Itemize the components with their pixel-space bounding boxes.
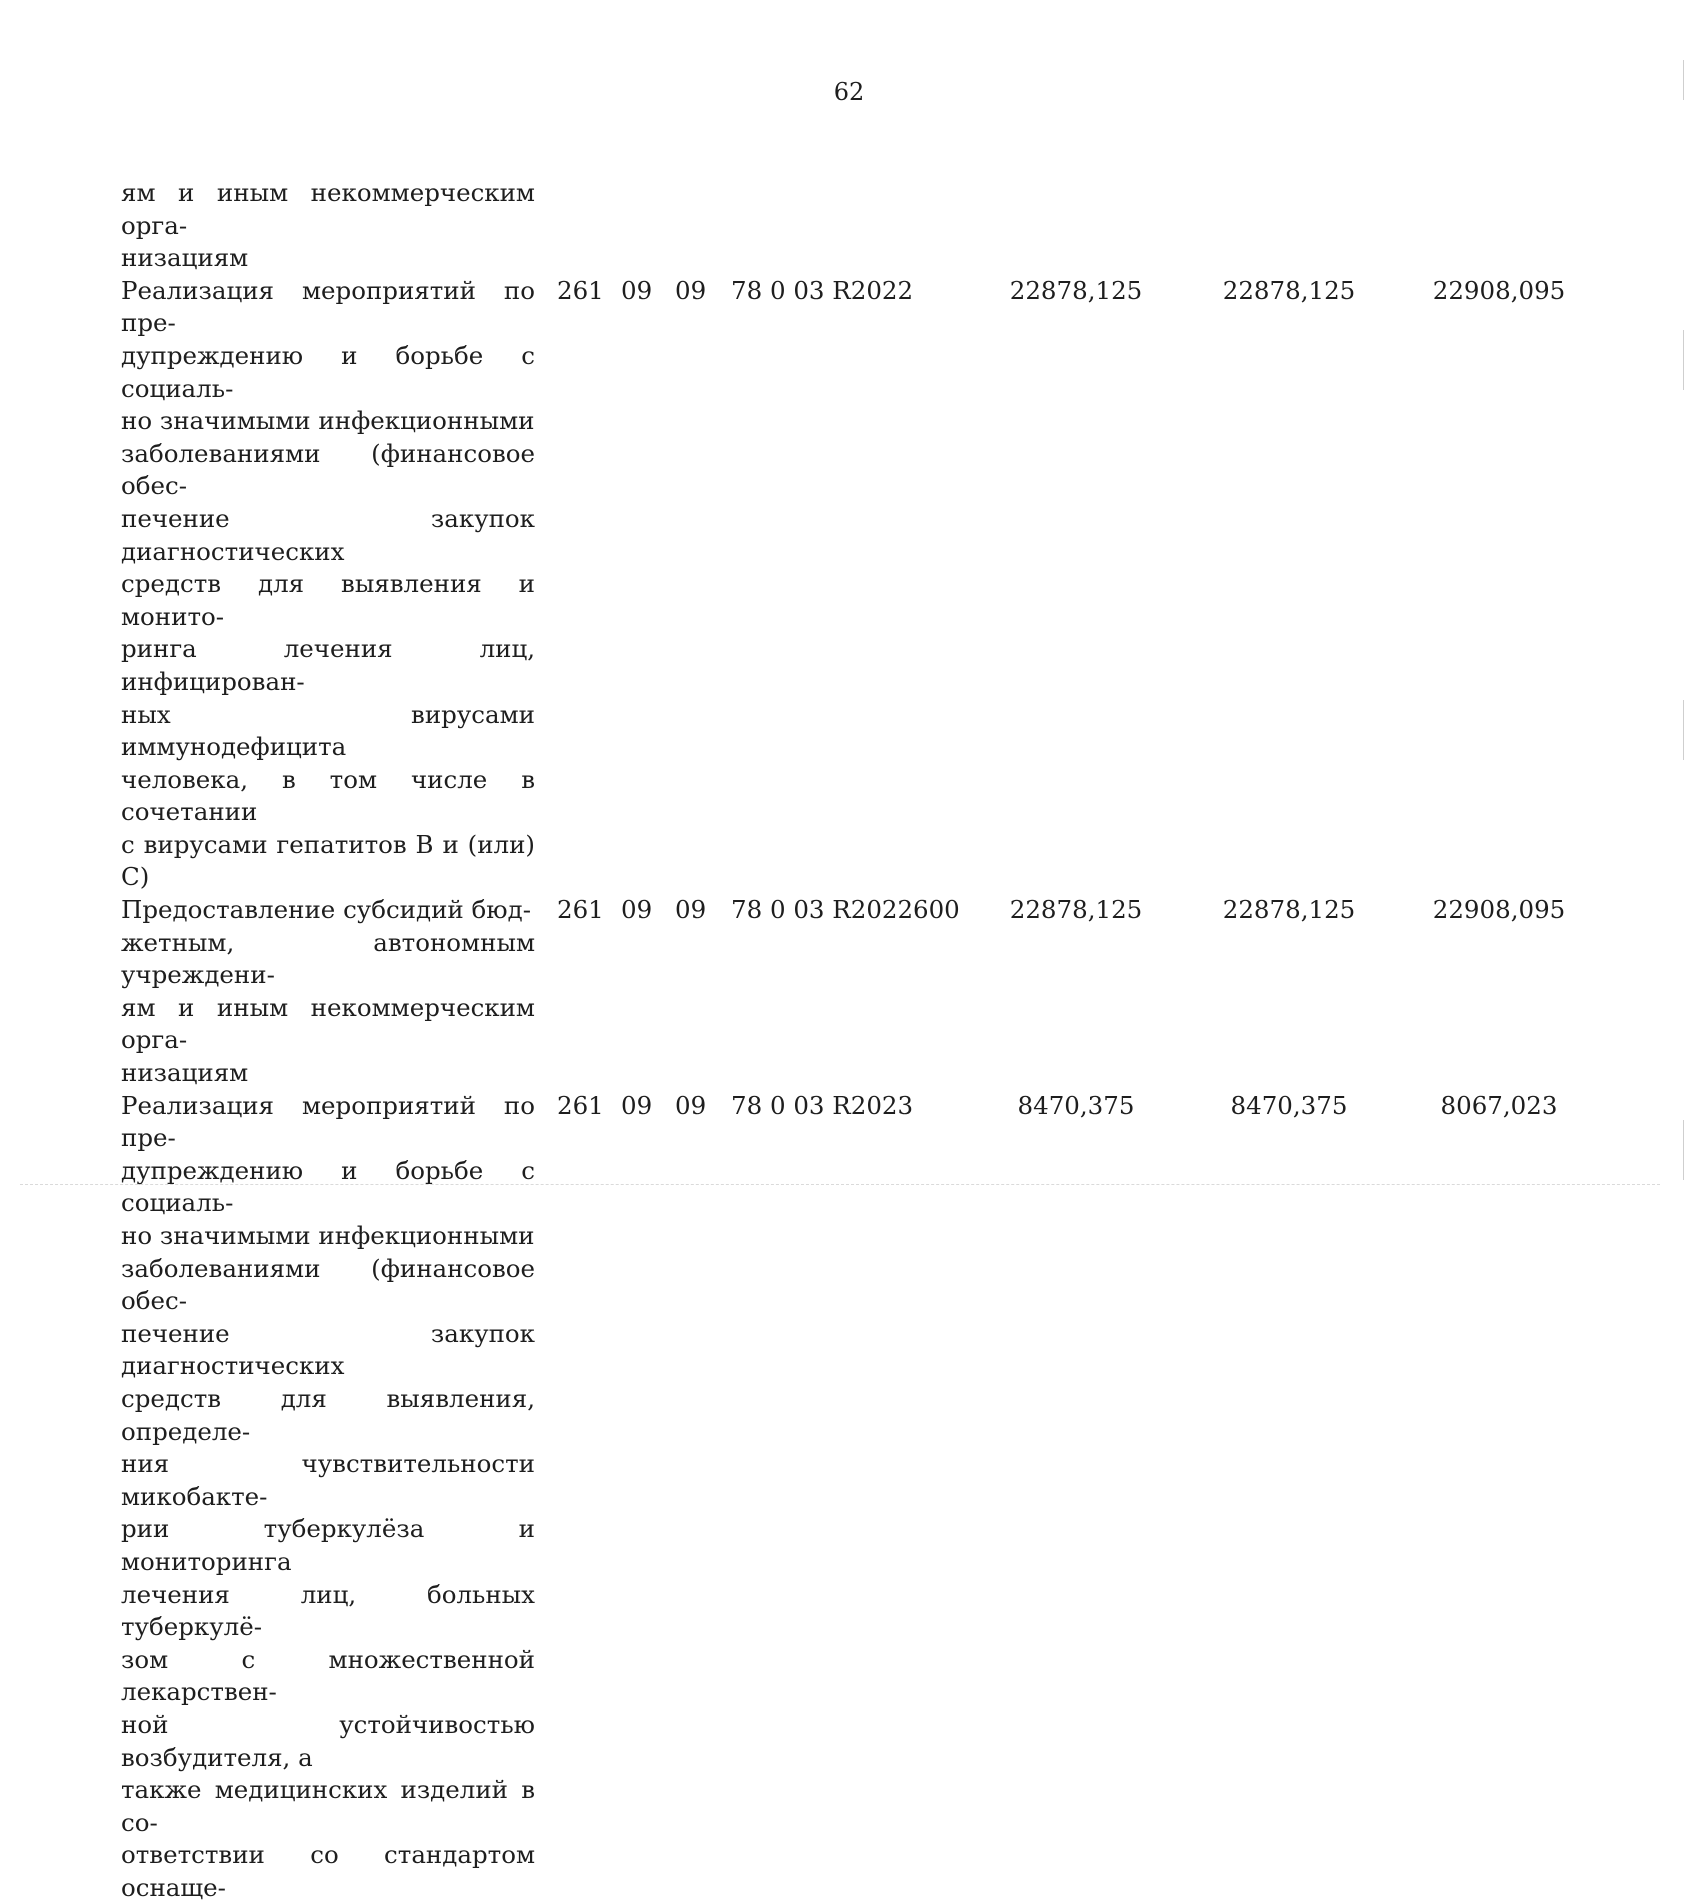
row-description: ям и иным некоммерческим орга- низациям: [121, 178, 535, 273]
ministry-code: 261: [557, 1090, 604, 1120]
scan-margin-mark: [1683, 60, 1684, 100]
row-description: Предоставление субсидий бюд- жетным, автономным учреждени- ям и иным некоммерческим орга- низациям: [121, 895, 535, 1088]
amount-year-2: 22878,125: [1222, 895, 1356, 925]
subsection-code: 09: [675, 895, 707, 925]
row-description: Реализация мероприятий по пре- дупреждению и борьбе с социаль- но значимыми инфекционными заболеваниями (финансовое обес- печение закупок диагностических средств для выявления, определе- ния чувствительности микобакте- рии туберкулёза и мониторинга лечения лиц, больных туберкулё- зом с множественной лекарствен- ной устойчивостью возбудителя, а также медицинских изделий в со- ответствии со стандартом оснаще-: [121, 1090, 535, 1902]
amount-year-3: 22908,095: [1432, 275, 1566, 305]
scan-margin-mark: [1683, 700, 1684, 760]
row-description: Реализация мероприятий по пре- дупреждению и борьбе с социаль- но значимыми инфекционными заболеваниями (финансовое обес- печение закупок диагностических средств для выявления и монито- ринга лечения лиц, инфицирован- ных вирусами иммунодефицита человека, в том числе в сочетании с вирусами гепатитов B и (или) C): [121, 275, 535, 892]
amount-year-3: 22908,095: [1432, 895, 1566, 925]
budget-table: [121, 177, 1566, 1904]
target-article-code: 78 0 03 R2022: [731, 895, 914, 925]
ministry-code: 261: [557, 275, 604, 305]
section-code: 09: [621, 895, 653, 925]
amount-year-3: 8067,023: [1440, 1090, 1558, 1120]
subsection-code: 09: [675, 275, 707, 305]
scan-margin-mark: [1683, 1120, 1684, 1180]
section-code: 09: [621, 1090, 653, 1120]
ministry-code: 261: [557, 895, 604, 925]
table-row: [121, 894, 1566, 1090]
amount-year-1: 22878,125: [1009, 275, 1143, 305]
expense-type-code: 600: [913, 895, 960, 925]
amount-year-2: 8470,375: [1230, 1090, 1348, 1120]
target-article-code: 78 0 03 R2022: [731, 275, 914, 305]
amount-year-1: 8470,375: [1017, 1090, 1135, 1120]
table-row: [121, 177, 1561, 275]
amount-year-1: 22878,125: [1009, 895, 1143, 925]
table-row: [121, 1090, 1561, 1904]
page-number: 62: [833, 78, 865, 106]
amount-year-2: 22878,125: [1222, 275, 1356, 305]
scan-bottom-edge: [20, 1184, 1660, 1186]
target-article-code: 78 0 03 R2023: [731, 1090, 914, 1120]
section-code: 09: [621, 275, 653, 305]
scan-margin-mark: [1683, 330, 1684, 390]
subsection-code: 09: [675, 1090, 707, 1120]
table-row: [121, 275, 1566, 894]
